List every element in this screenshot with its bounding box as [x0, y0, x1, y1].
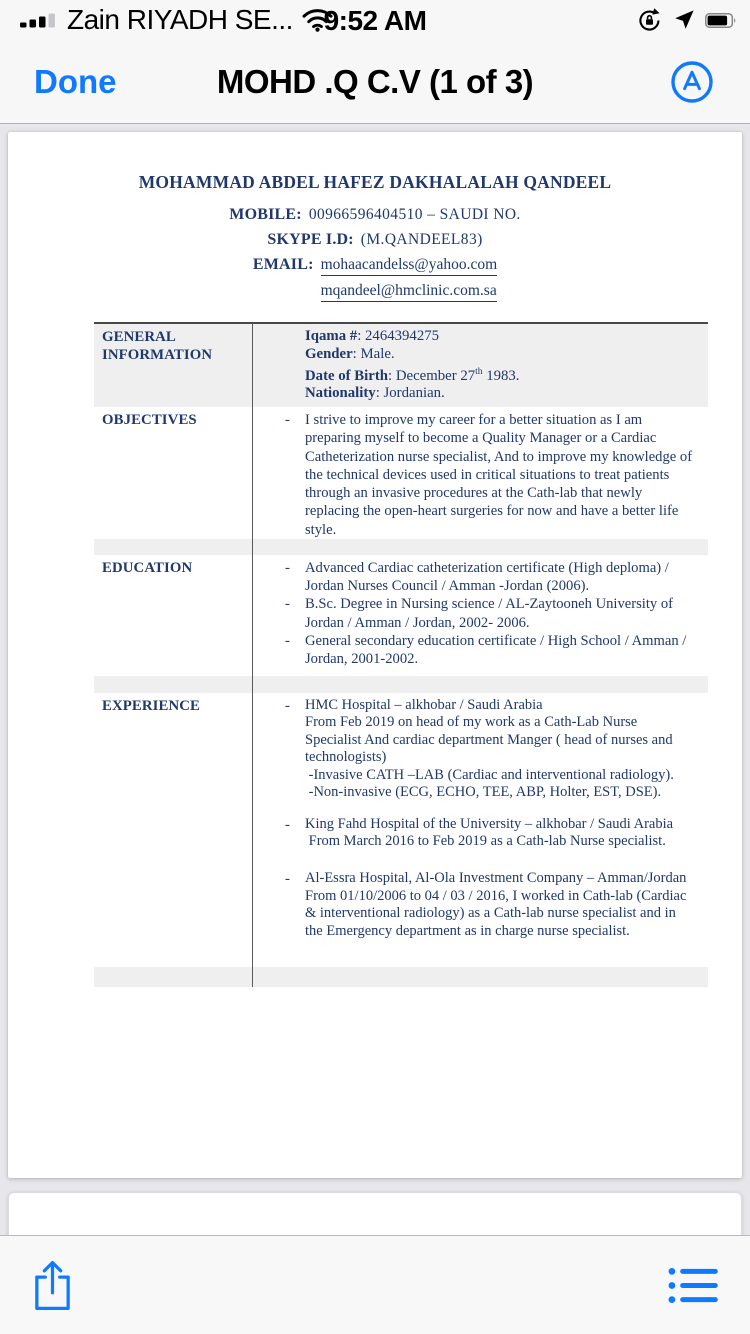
iqama-label: Iqama # — [305, 328, 358, 344]
document-title: MOHD .Q C.V (1 of 3) — [216, 62, 534, 100]
email-line — [8, 256, 742, 302]
experience-content — [253, 693, 708, 967]
bullet-dash: - — [285, 632, 290, 649]
bottom-toolbar — [0, 1235, 750, 1334]
table-bottom-band — [94, 967, 708, 987]
gender-value: : Male. — [352, 345, 395, 362]
iqama-line — [305, 328, 700, 346]
cv-name: MOHAMMAD ABDEL HAFEZ DAKHALALAH QANDEEL — [138, 172, 612, 192]
cv-table — [94, 322, 708, 987]
email-list — [321, 256, 498, 302]
skype-label: SKYPE I.D: — [267, 231, 354, 248]
experience-title: EXPERIENCE — [94, 693, 253, 967]
bullet-dash: - — [285, 816, 290, 833]
education-row — [94, 555, 708, 676]
cv-header — [8, 132, 742, 302]
wifi-icon — [302, 9, 333, 32]
share-icon — [32, 1259, 73, 1312]
experience-item: - King Fahd Hospital of the University – alkhobar / Saudi Arabia From March 2016 to Feb 2019 as a Cath-lab Nurse specialist. — [285, 815, 674, 849]
navigation-bar — [0, 40, 750, 124]
objectives-content — [253, 407, 708, 539]
education-item: - Advanced Cardiac catheterization certificate (High deploma) / Jordan Nurses Council / Amman -Jordan (2006). — [285, 560, 669, 595]
education-content — [253, 555, 708, 676]
markup-button[interactable] — [670, 60, 714, 104]
email-address-1: mohaacandelss@yahoo.com — [321, 256, 498, 276]
bullet-dash: - — [285, 412, 290, 428]
bullet-dash: - — [285, 560, 290, 577]
email-label: EMAIL: — [252, 256, 314, 273]
nationality-line — [305, 385, 700, 403]
section-spacer — [94, 676, 708, 693]
contents-button[interactable] — [668, 1267, 718, 1304]
education-item: - B.Sc. Degree in Nursing science / AL-Zaytooneh University of Jordan / Amman / Jordan, 2002- 2006. — [285, 596, 673, 631]
general-information-row — [94, 324, 708, 407]
gender-line — [305, 346, 700, 364]
general-info-block — [253, 328, 700, 403]
objectives-bullet — [253, 411, 700, 539]
bullet-dash: - — [285, 596, 290, 613]
dob-superscript: th — [475, 366, 483, 377]
section-spacer — [94, 539, 708, 555]
pdf-page-1 — [8, 132, 742, 1178]
document-scroll-area[interactable] — [0, 124, 750, 1235]
mobile-label: MOBILE: — [229, 206, 302, 223]
objectives-title: OBJECTIVES — [94, 407, 253, 539]
done-button[interactable]: Done — [34, 40, 117, 123]
skype-value: (M.QANDEEL83) — [360, 231, 483, 248]
battery-icon — [705, 13, 737, 28]
contents-list-icon — [668, 1267, 718, 1304]
email-address-2: mqandeel@hmclinic.com.sa — [321, 282, 497, 302]
nationality-label: Nationality — [305, 385, 376, 402]
general-information-content — [253, 324, 708, 407]
status-left-cluster — [20, 0, 333, 40]
location-arrow-icon — [672, 8, 696, 32]
mobile-value: 00966596404510 – SAUDI NO. — [308, 206, 521, 223]
general-information-title: GENERAL INFORMATION — [94, 324, 253, 407]
bullet-dash: - — [285, 871, 290, 888]
nationality-value: : Jordanian. — [375, 385, 445, 402]
objectives-text: I strive to improve my career for a better situation as I am preparing myself to become a Quality Manager or a Cardiac Catheterization nurse specialist, And to improve my knowledge of the technical devices used in critical situations to treat patients through an invasive procedures at the Cath-lab that newly replacing the open-heart surgeries for now and have a better life style. — [305, 412, 693, 538]
education-title: EDUCATION — [94, 555, 253, 676]
carrier-label: Zain RIYADH SE... — [67, 4, 293, 35]
dob-value: : December 27 — [388, 367, 476, 384]
iqama-value: : 2464394275 — [357, 328, 440, 344]
experience-row — [94, 693, 708, 967]
share-button[interactable] — [32, 1259, 73, 1312]
education-item: - General secondary education certificate / High School / Amman / Jordan, 2001-2002. — [285, 632, 687, 668]
gender-label: Gender — [305, 345, 353, 362]
experience-item: - HMC Hospital – alkhobar / Saudi Arabia From Feb 2019 on head of my work as a Cath-Lab Nurse Specialist And cardiac department Manger ( head of nurses and technologists) -Invasive CATH –LAB (Cardiac and interventional radiology). -Non-invasive (ECG, ECHO, TEE, ABP, Holter, EST, DSE). — [285, 697, 677, 801]
dob-label: Date of Birth — [305, 367, 389, 384]
bullet-dash: - — [285, 698, 290, 715]
status-bar — [0, 0, 750, 40]
mobile-line — [8, 206, 742, 224]
markup-pen-icon — [670, 60, 714, 104]
orientation-lock-icon — [636, 7, 663, 34]
cellular-signal-icon — [20, 13, 58, 28]
dob-tail: 1983. — [482, 367, 520, 384]
dob-line — [305, 364, 700, 386]
status-right-cluster — [636, 0, 737, 40]
objectives-row — [94, 407, 708, 539]
skype-line — [8, 231, 742, 249]
clock: 9:52 AM — [323, 5, 427, 36]
experience-item: - Al-Essra Hospital, Al-Ola Investment Company – Amman/Jordan From 01/10/2006 to 04 / 03 / 2016, I worked in Cath-lab (Cardiac & interventional radiology) as a Cath-lab nurse specialist and in the Emergency department as in charge nurse specialist. — [285, 870, 691, 939]
